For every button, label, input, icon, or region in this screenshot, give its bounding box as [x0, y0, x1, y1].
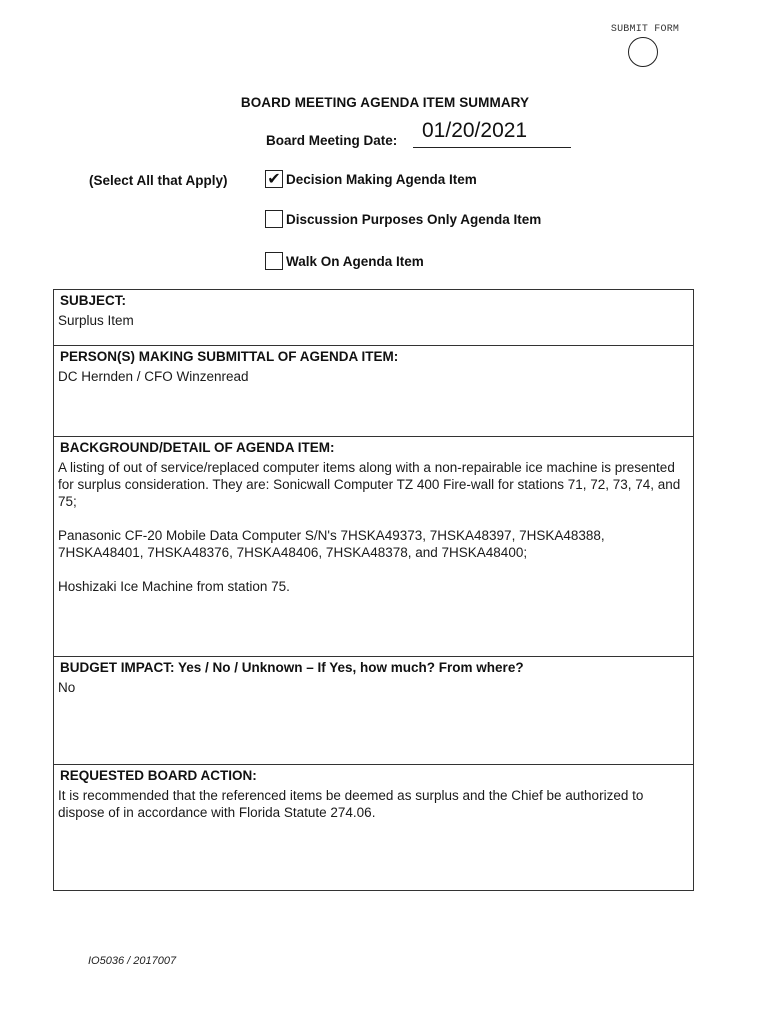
persons-section	[54, 345, 693, 437]
option-decision-making[interactable]	[265, 170, 477, 188]
discussion-only-label: Discussion Purposes Only Agenda Item	[286, 211, 542, 227]
subject-text[interactable]: Surplus Item	[58, 313, 134, 328]
requested-action-text[interactable]: It is recommended that the referenced items be deemed as surplus and the Chief be authorized to dispose of in accordance with Florida Statute 274.06.	[58, 788, 644, 820]
submit-form-label[interactable]: SUBMIT FORM	[610, 24, 680, 35]
background-paragraph: Hoshizaki Ice Machine from station 75.	[58, 579, 290, 594]
budget-heading: BUDGET IMPACT: Yes / No / Unknown – If Yes, how much? From where?	[60, 660, 524, 675]
requested-action-heading: REQUESTED BOARD ACTION:	[60, 768, 257, 783]
background-text[interactable]	[58, 459, 685, 595]
form-title: BOARD MEETING AGENDA ITEM SUMMARY	[240, 95, 530, 110]
select-all-instruction: (Select All that Apply)	[89, 173, 228, 188]
decision-making-label: Decision Making Agenda Item	[286, 171, 477, 187]
walk-on-label: Walk On Agenda Item	[286, 253, 424, 269]
requested-action-section	[54, 764, 693, 890]
meeting-date-label: Board Meeting Date:	[266, 133, 398, 148]
background-paragraph: Panasonic CF-20 Mobile Data Computer S/N's 7HSKA49373, 7HSKA48397, 7HSKA48388, 7HSKA48401, 7HSKA48376, 7HSKA48406, 7HSKA48378, and 7HSKA48400;	[58, 528, 605, 560]
option-walk-on[interactable]	[265, 252, 424, 270]
walk-on-checkbox[interactable]	[265, 252, 283, 270]
footer-code: IO5036 / 2017007	[88, 955, 177, 967]
background-heading: BACKGROUND/DETAIL OF AGENDA ITEM:	[60, 440, 335, 455]
option-discussion-only[interactable]	[265, 210, 541, 228]
subject-section	[54, 290, 693, 345]
subject-heading: SUBJECT:	[60, 293, 127, 308]
background-paragraph: A listing of out of service/replaced computer items along with a non-repairable ice machine is presented for surplus consideration. They are: Sonicwall Computer TZ 400 Fire-wall for stations 71, 72, 73, 74, and 75;	[58, 460, 681, 509]
budget-section	[54, 656, 693, 765]
meeting-date-field[interactable]: 01/20/2021	[413, 116, 571, 148]
submit-form-button[interactable]	[628, 37, 658, 67]
discussion-only-checkbox[interactable]	[265, 210, 283, 228]
decision-making-checkbox[interactable]: ✔	[265, 170, 283, 188]
persons-heading: PERSON(S) MAKING SUBMITTAL OF AGENDA ITEM:	[60, 349, 399, 364]
persons-text[interactable]: DC Hernden / CFO Winzenread	[58, 369, 249, 384]
background-section	[54, 436, 693, 657]
budget-text[interactable]: No	[58, 680, 76, 695]
agenda-sections	[53, 289, 694, 891]
